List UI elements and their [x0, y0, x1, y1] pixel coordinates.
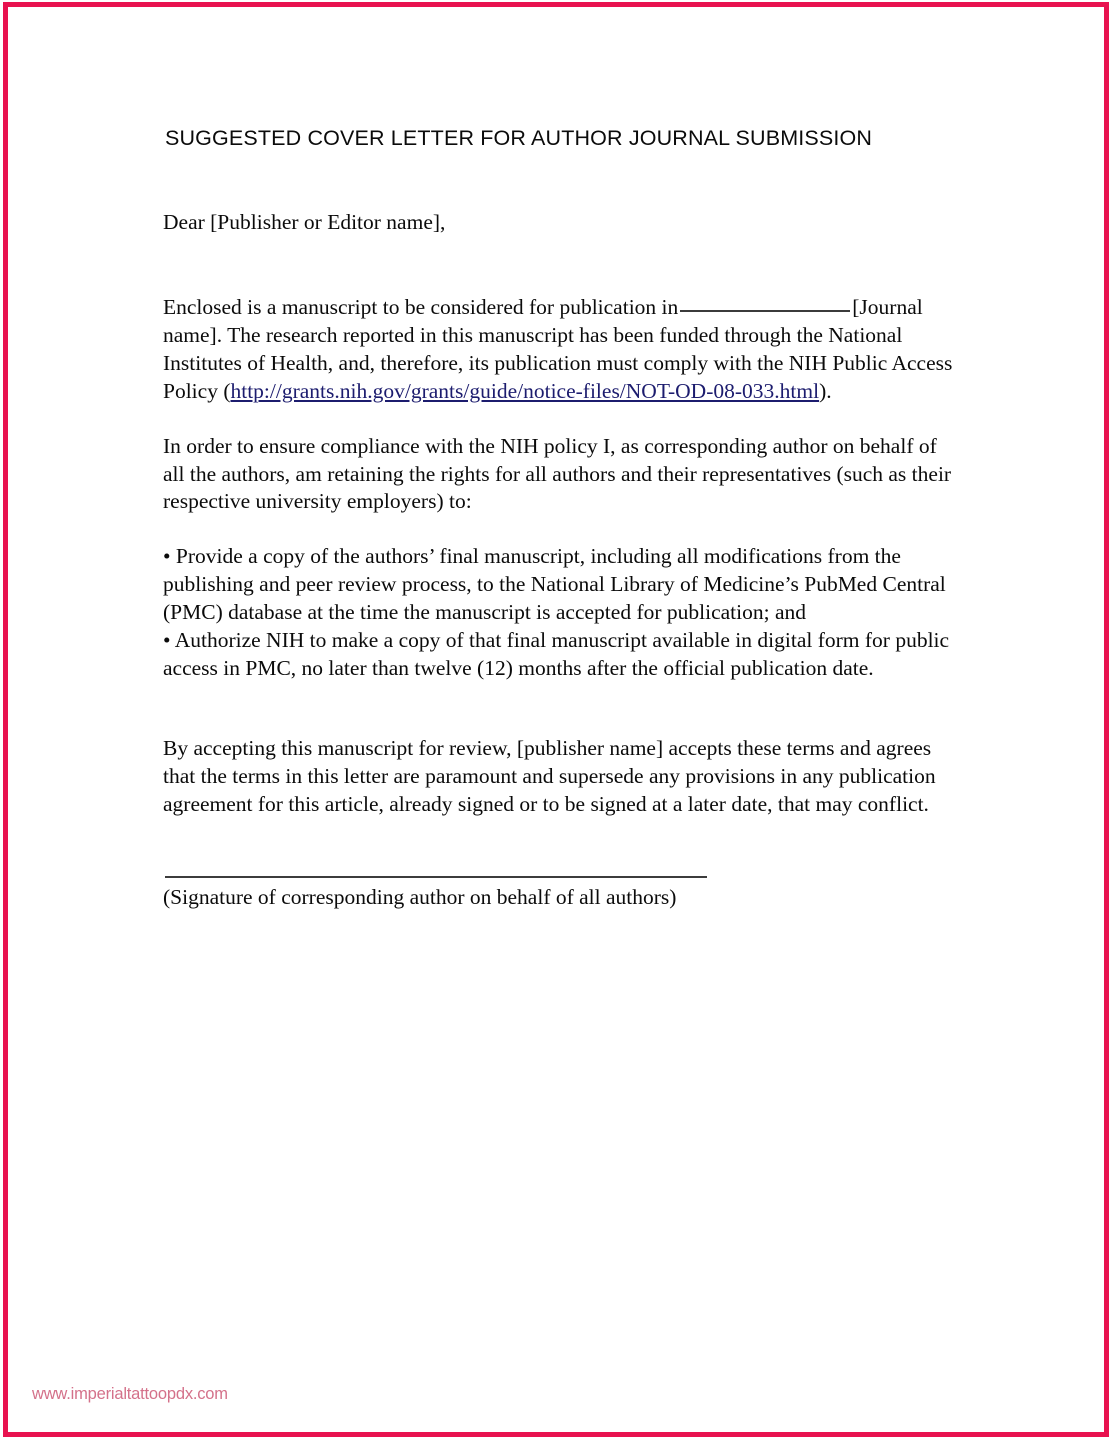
signature-caption: (Signature of corresponding author on behalf of all authors) — [163, 884, 677, 909]
enclosed-text-before-blank: Enclosed is a manuscript to be considered for publication in — [163, 294, 679, 319]
salutation-line: Dear [Publisher or Editor name], — [163, 209, 446, 234]
list-item: • Provide a copy of the authors’ final manuscript, including all modifications from the publishing and peer review process, to the National Library of Medicine’s PubMed Central (PMC) database at the time the manuscript is accepted for publication; and — [163, 544, 946, 625]
retained-rights-list — [163, 543, 953, 683]
nih-public-access-policy-link[interactable]: http://grants.nih.gov/grants/guide/notice-files/NOT-OD-08-033.html — [230, 378, 820, 403]
watermark-url: www.imperialtattoopdx.com — [32, 1385, 228, 1403]
journal-name-blank-field[interactable] — [680, 310, 850, 312]
paragraph-acceptance: By accepting this manuscript for review, [publisher name] accepts these terms and agrees that the terms in this letter are paramount and supersede any provisions in any publication agreement for this article, already signed or to be signed at a later date, that may conflict. — [163, 736, 936, 816]
paragraph-compliance: In order to ensure compliance with the NIH policy I, as corresponding author on behalf of all the authors, am retaining the rights for all authors and their representatives (such as their respective university employers) to: — [163, 433, 952, 514]
letter-content — [163, 125, 953, 912]
signature-line[interactable] — [165, 876, 707, 878]
signature-block — [163, 876, 953, 912]
list-item: • Authorize NIH to make a copy of that final manuscript available in digital form for public access in PMC, no later than twelve (12) months after the official publication date. — [163, 628, 950, 681]
page-title: SUGGESTED COVER LETTER FOR AUTHOR JOURNAL SUBMISSION — [165, 126, 873, 150]
enclosed-text-after-blank: [Journal name]. The research reported in this manuscript has been funded through the National Institutes of Health, and, therefore, its publication must comply with the NIH Public Access Policy ( — [163, 294, 953, 403]
paragraph-enclosed — [163, 294, 953, 406]
enclosed-text-close: ). — [819, 378, 832, 403]
